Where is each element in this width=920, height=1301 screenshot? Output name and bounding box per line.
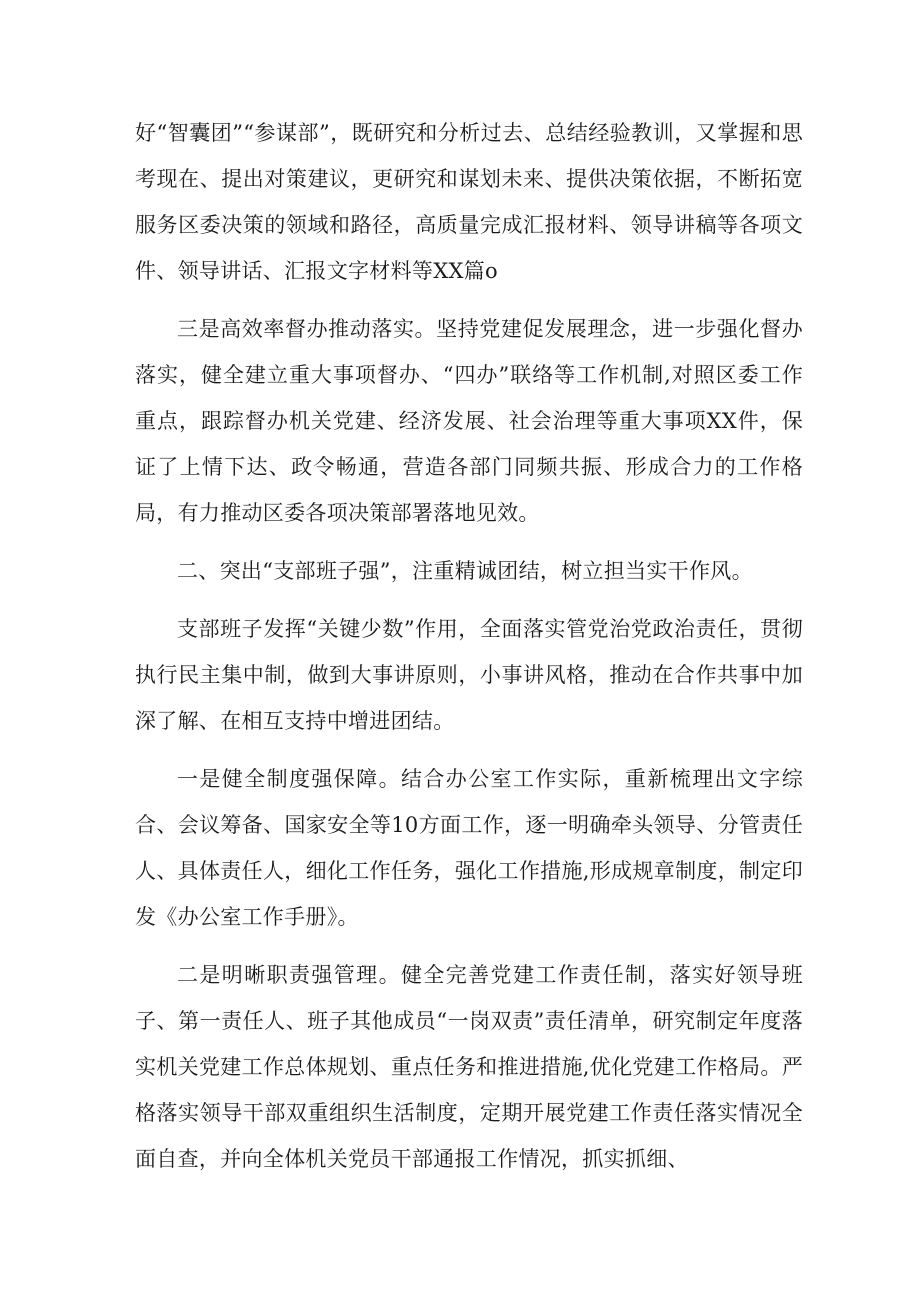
paragraph-continuation: 好“智囊团”“参谋部”，既研究和分析过去、总结经验教训，又掌握和思考现在、提出对策建议，更研究和谋划未来、提供决策依据，不断拓宽服务区委决策的领域和路径，高质量完成汇报材料、领导讲稿等各项文件、领导讲话、汇报文字材料等XX篇o	[135, 121, 803, 283]
paragraph-responsibility: 二是明晰职责强管理。健全完善党建工作责任制，落实好领导班子、第一责任人、班子其他成员“一岗双责”责任清单，研究制定年度落实机关党建工作总体规划、重点任务和推进措施,优化党建工作格局。严格落实领导干部双重组织生活制度，定期开展党建工作责任落实情况全面自查，并向全体机关党员干部通报工作情况，抓实抓细、	[135, 963, 803, 1171]
paragraph-system: 一是健全制度强保障。结合办公室工作实际，重新梳理出文字综合、会议筹备、国家安全等10方面工作，逐一明确牵头领导、分管责任人、具体责任人，细化工作任务，强化工作措施,形成规章制度，制定印发《办公室工作手册》。	[135, 767, 803, 929]
document-body	[135, 110, 803, 1194]
section-heading-branch: 二、突出“支部班子强”，注重精诚团结，树立担当实干作风。	[177, 559, 753, 583]
paragraph-branch-intro: 支部班子发挥“关键少数”作用，全面落实管党治党政治责任，贯彻执行民主集中制，做到大事讲原则，小事讲风格，推动在合作共事中加深了解、在相互支持中增进团结。	[135, 617, 803, 733]
paragraph-supervision: 三是高效率督办推动落实。坚持党建促发展理念，进一步强化督办落实，健全建立重大事项督办、“四办”联络等工作机制,对照区委工作重点，跟踪督办机关党建、经济发展、社会治理等重大事项XX件，保证了上情下达、政令畅通，营造各部门同频共振、形成合力的工作格局，有力推动区委各项决策部署落地见效。	[135, 317, 803, 525]
